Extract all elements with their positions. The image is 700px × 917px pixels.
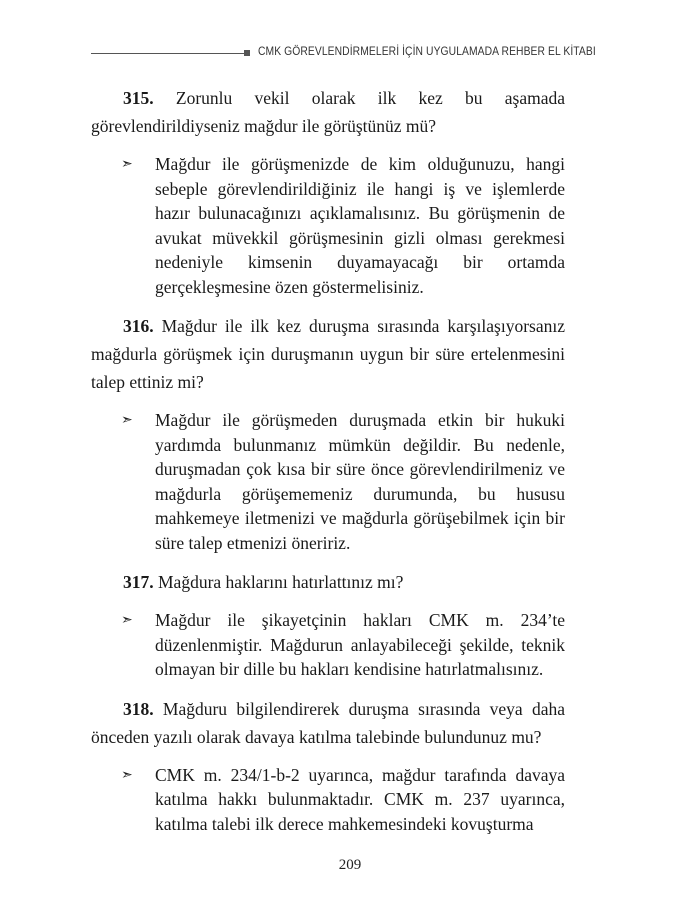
arrow-bullet-icon: ➣ [121,412,133,428]
question-316 [91,312,565,396]
answer-text: Mağdur ile görüşmenizde de kim olduğunuzu, hangi sebeple görevlendirildiğiniz ile hangi iş ve işlemlerde hazır bulunacağınızı açıklamalısınız. Bu görüşmenin de avukat müvekkil görüşmesinin gizli olması gerekmesi nedeniyle kimsenin duyamayacağı bir ortamda gerçekleşmesine özen göstermelisiniz. [155,154,565,297]
arrow-bullet-icon: ➣ [121,766,133,783]
question-number: 318. [123,698,154,719]
question-text: Mağdura haklarını hatırlattınız mı? [158,572,404,592]
question-number: 316. [123,316,154,336]
page-number: 209 [338,857,362,873]
arrow-bullet-icon: ➣ [121,156,133,172]
header-square-icon [244,50,250,56]
answer-text: Mağdur ile şikayetçinin hakları CMK m. 234’te düzenlenmiştir. Mağdurun anlayabileceği şekilde, teknik olmayan bir dille bu hakları kendisine hatırlatmalısınız. [155,610,565,679]
answer-text: CMK m. 234/1-b-2 uyarınca, mağdur tarafında davaya katılma hakkı bulunmaktadır. CMK m. 237 uyarınca, katılma talebi ilk derece mahkemesindeki kovuşturma [155,764,565,834]
arrow-bullet-icon: ➣ [121,612,133,628]
answer-315 [91,152,565,299]
question-text: Zorunlu vekil olarak ilk kez bu aşamada görevlendirildiyseniz mağdur ile görüştünüz mü? [91,88,565,136]
answer-text: Mağdur ile görüşmeden duruşmada etkin bir hukuki yardımda bulunmanız mümkün değildir. Bu nedenle, duruşmadan çok kısa bir süre önce görevlendirilmeniz ve mağdurla görüşememeniz durumunda, bu hususu mahkemeye iletmenizi ve mağdurla görüşebilmek için bir süre talep etmenizi öneririz. [155,410,565,553]
header-rule [91,53,244,54]
question-318 [91,695,565,751]
question-number: 315. [123,88,154,108]
question-317 [91,568,565,596]
page-body [91,84,565,849]
question-number: 317. [123,572,154,592]
answer-317 [91,608,565,682]
question-text: Mağduru bilgilendirerek duruşma sırasında veya daha önceden yazılı olarak davaya katılma talebinde bulundunuz mu? [91,698,566,747]
question-text: Mağdur ile ilk kez duruşma sırasında karşılaşıyorsanız mağdurla görüşmek için duruşmanın uygun bir süre ertelenmesini talep ettiniz mi? [91,316,566,392]
running-title: CMK GÖREVLENDİRMELERİ İÇİN UYGULAMADA REHBER EL KİTABI [258,44,596,58]
answer-316 [91,408,565,555]
answer-318 [91,763,565,837]
question-315 [91,84,565,140]
